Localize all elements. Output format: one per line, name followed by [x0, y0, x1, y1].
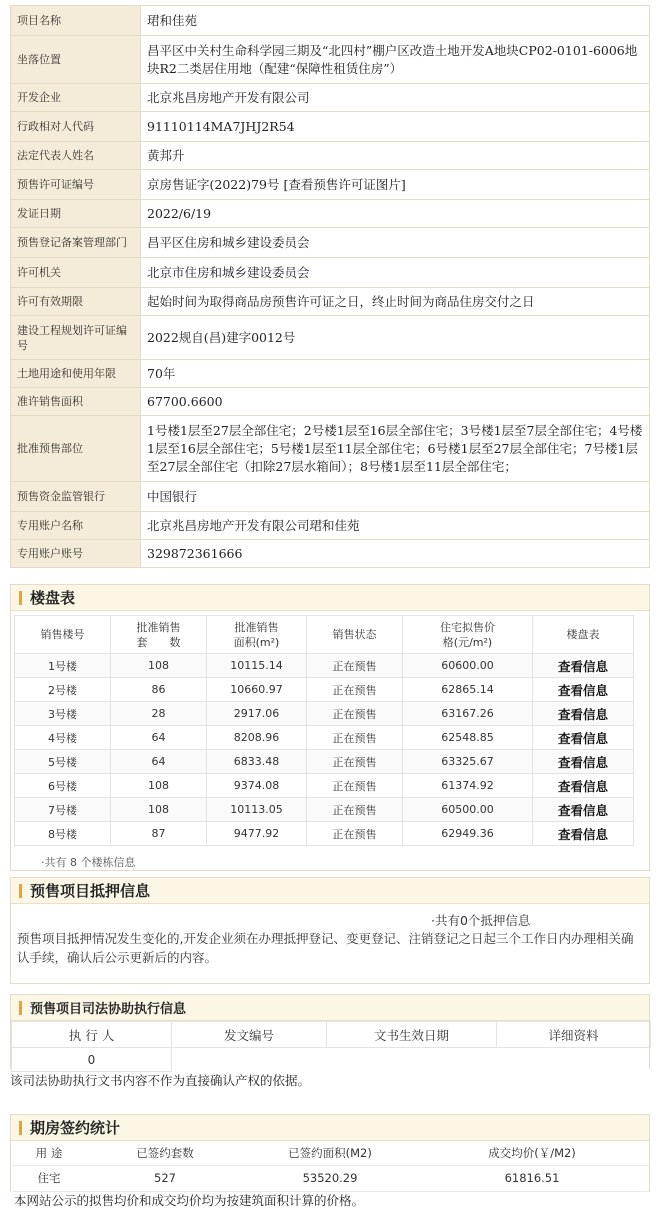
- column-header: 发文编号: [172, 1022, 327, 1048]
- signed-area: 53520.29: [245, 1165, 415, 1191]
- info-value: 2022/6/19: [141, 200, 650, 228]
- info-label: 预售资金监管银行: [11, 482, 141, 512]
- doc-number: [172, 1048, 327, 1072]
- info-value: 北京市住房和城乡建设委员会: [141, 258, 650, 288]
- building-name: 8号楼: [15, 822, 111, 846]
- column-header: 批准销售套 数: [111, 616, 207, 654]
- info-label: 土地用途和使用年限: [11, 360, 141, 388]
- judicial-table: [11, 1021, 651, 1072]
- info-label: 开发企业: [11, 84, 141, 112]
- column-header: 销售楼号: [15, 616, 111, 654]
- area: 10115.14: [207, 654, 307, 678]
- view-info-link[interactable]: 查看信息: [533, 798, 634, 822]
- effective-date: [327, 1048, 497, 1072]
- info-label: 预售许可证编号: [11, 170, 141, 200]
- status: 正在预售: [307, 750, 403, 774]
- column-header: 详细资料: [497, 1022, 651, 1048]
- table-row: [15, 678, 634, 702]
- info-value: 珺和佳苑: [141, 6, 650, 36]
- area: 2917.06: [207, 702, 307, 726]
- building-name: 6号楼: [15, 774, 111, 798]
- section-marker-icon: [19, 591, 22, 605]
- area: 9477.92: [207, 822, 307, 846]
- info-label: 准许销售面积: [11, 388, 141, 416]
- section-header: [11, 995, 649, 1021]
- area: 10113.05: [207, 798, 307, 822]
- column-header: 文书生效日期: [327, 1022, 497, 1048]
- section-marker-icon: [19, 884, 22, 898]
- column-header: 销售状态: [307, 616, 403, 654]
- units: 64: [111, 726, 207, 750]
- table-row: [15, 822, 634, 846]
- building-name: 4号楼: [15, 726, 111, 750]
- info-label: 许可有效期限: [11, 288, 141, 316]
- view-info-link[interactable]: 查看信息: [533, 750, 634, 774]
- details: [497, 1048, 651, 1072]
- units: 108: [111, 654, 207, 678]
- column-header: 批准销售面积(m²): [207, 616, 307, 654]
- section-header: [11, 1115, 649, 1141]
- info-label: 法定代表人姓名: [11, 142, 141, 170]
- units: 86: [111, 678, 207, 702]
- info-value: 昌平区中关村生命科学园三期及“北四村”棚户区改造土地开发A地块CP02-0101-6006地块R2二类居住用地（配建“保障性租赁住房”）: [141, 36, 650, 84]
- section-title: 预售项目抵押信息: [30, 882, 151, 900]
- judicial-panel: [10, 994, 650, 1069]
- status: 正在预售: [307, 726, 403, 750]
- info-label: 专用账户账号: [11, 540, 141, 568]
- table-row: [15, 774, 634, 798]
- usage: 住宅: [13, 1165, 85, 1191]
- section-marker-icon: [19, 1121, 22, 1135]
- buildings-table: [14, 615, 634, 846]
- column-header: 已签约面积(M2): [245, 1141, 415, 1165]
- info-label: 项目名称: [11, 6, 141, 36]
- mortgage-panel: [10, 877, 650, 984]
- info-label: 坐落位置: [11, 36, 141, 84]
- info-value: 中国银行: [141, 482, 650, 512]
- price: 63325.67: [403, 750, 533, 774]
- status: 正在预售: [307, 702, 403, 726]
- column-header: 成交均价(￥/M2): [415, 1141, 649, 1165]
- signed-units: 527: [85, 1165, 245, 1191]
- info-value: 67700.6600: [141, 388, 650, 416]
- view-info-link[interactable]: 查看信息: [533, 822, 634, 846]
- price: 60600.00: [403, 654, 533, 678]
- column-header: 楼盘表: [533, 616, 634, 654]
- section-title: 楼盘表: [30, 589, 76, 607]
- view-info-link[interactable]: 查看信息: [533, 654, 634, 678]
- view-info-link[interactable]: 查看信息: [533, 702, 634, 726]
- signing-panel: [10, 1114, 650, 1192]
- mortgage-notice: 预售项目抵押情况发生变化的,开发企业须在办理抵押登记、变更登记、注销登记之日起三个工作日内办理相关确认手续，确认后公示更新后的内容。: [17, 931, 634, 965]
- info-value: 北京兆昌房地产开发有限公司珺和佳苑: [141, 512, 650, 540]
- status: 正在预售: [307, 774, 403, 798]
- table-row: [13, 1165, 649, 1191]
- view-info-link[interactable]: 查看信息: [533, 726, 634, 750]
- building-name: 7号楼: [15, 798, 111, 822]
- table-row: [12, 1048, 651, 1072]
- info-value: 2022规自(昌)建字0012号: [141, 316, 650, 360]
- table-row: [15, 702, 634, 726]
- units: 28: [111, 702, 207, 726]
- executor: 0: [12, 1048, 172, 1072]
- building-name: 3号楼: [15, 702, 111, 726]
- area: 8208.96: [207, 726, 307, 750]
- building-name: 1号楼: [15, 654, 111, 678]
- info-value: 1号楼1层至27层全部住宅；2号楼1层至16层全部住宅；3号楼1层至7层全部住宅；4号楼1层至16层全部住宅；5号楼1层至11层全部住宅；6号楼1层至27层全部住宅；7号楼1层至27层全部住宅（扣除27层水箱间）；8号楼1层至11层全部住宅；: [141, 416, 650, 482]
- info-label: 批准预售部位: [11, 416, 141, 482]
- column-header: 已签约套数: [85, 1141, 245, 1165]
- price: 62865.14: [403, 678, 533, 702]
- info-value: 起始时间为取得商品房预售许可证之日，终止时间为商品住房交付之日: [141, 288, 650, 316]
- price: 60500.00: [403, 798, 533, 822]
- info-value: 北京兆昌房地产开发有限公司: [141, 84, 650, 112]
- section-title: 期房签约统计: [30, 1119, 121, 1137]
- area: 6833.48: [207, 750, 307, 774]
- price-note: 本网站公示的拟售均价和成交均价均为按建筑面积计算的价格。: [14, 1193, 365, 1208]
- mortgage-count: ·共有0个抵押信息: [431, 913, 531, 928]
- view-info-link[interactable]: 查看信息: [533, 678, 634, 702]
- judicial-note: 该司法协助执行文书内容不作为直接确认产权的依据。: [10, 1073, 311, 1088]
- info-value: 329872361666: [141, 540, 650, 568]
- info-value: 黄邦升: [141, 142, 650, 170]
- table-row: [15, 726, 634, 750]
- info-value: 91110114MA7JHJ2R54: [141, 112, 650, 142]
- building-count-note: ·共有 8 个楼栋信息: [41, 856, 136, 869]
- building-name: 2号楼: [15, 678, 111, 702]
- info-label: 许可机关: [11, 258, 141, 288]
- section-header: [11, 585, 649, 611]
- info-value permit-link[interactable]: 京房售证字(2022)79号 [查看预售许可证图片]: [141, 170, 650, 200]
- price: 62949.36: [403, 822, 533, 846]
- column-header: 执 行 人: [12, 1022, 172, 1048]
- status: 正在预售: [307, 798, 403, 822]
- info-value: 昌平区住房和城乡建设委员会: [141, 228, 650, 258]
- section-marker-icon: [19, 1001, 22, 1015]
- info-label: 专用账户名称: [11, 512, 141, 540]
- units: 108: [111, 774, 207, 798]
- building-name: 5号楼: [15, 750, 111, 774]
- units: 87: [111, 822, 207, 846]
- avg-price: 61816.51: [415, 1165, 649, 1191]
- price: 62548.85: [403, 726, 533, 750]
- table-row: [15, 798, 634, 822]
- view-info-link[interactable]: 查看信息: [533, 774, 634, 798]
- area: 9374.08: [207, 774, 307, 798]
- info-label: 发证日期: [11, 200, 141, 228]
- units: 108: [111, 798, 207, 822]
- price: 61374.92: [403, 774, 533, 798]
- price: 63167.26: [403, 702, 533, 726]
- info-label: 预售登记备案管理部门: [11, 228, 141, 258]
- project-info-table: [10, 5, 650, 568]
- column-header: 用 途: [13, 1141, 85, 1165]
- table-row: [15, 750, 634, 774]
- section-title: 预售项目司法协助执行信息: [30, 1002, 187, 1017]
- status: 正在预售: [307, 822, 403, 846]
- status: 正在预售: [307, 654, 403, 678]
- buildings-panel: [10, 584, 650, 871]
- info-label: 建设工程规划许可证编号: [11, 316, 141, 360]
- info-label: 行政相对人代码: [11, 112, 141, 142]
- units: 64: [111, 750, 207, 774]
- signing-table: [13, 1141, 649, 1192]
- info-value: 70年: [141, 360, 650, 388]
- status: 正在预售: [307, 678, 403, 702]
- column-header: 住宅拟售价格(元/m²): [403, 616, 533, 654]
- table-row: [15, 654, 634, 678]
- area: 10660.97: [207, 678, 307, 702]
- section-header: [11, 878, 649, 904]
